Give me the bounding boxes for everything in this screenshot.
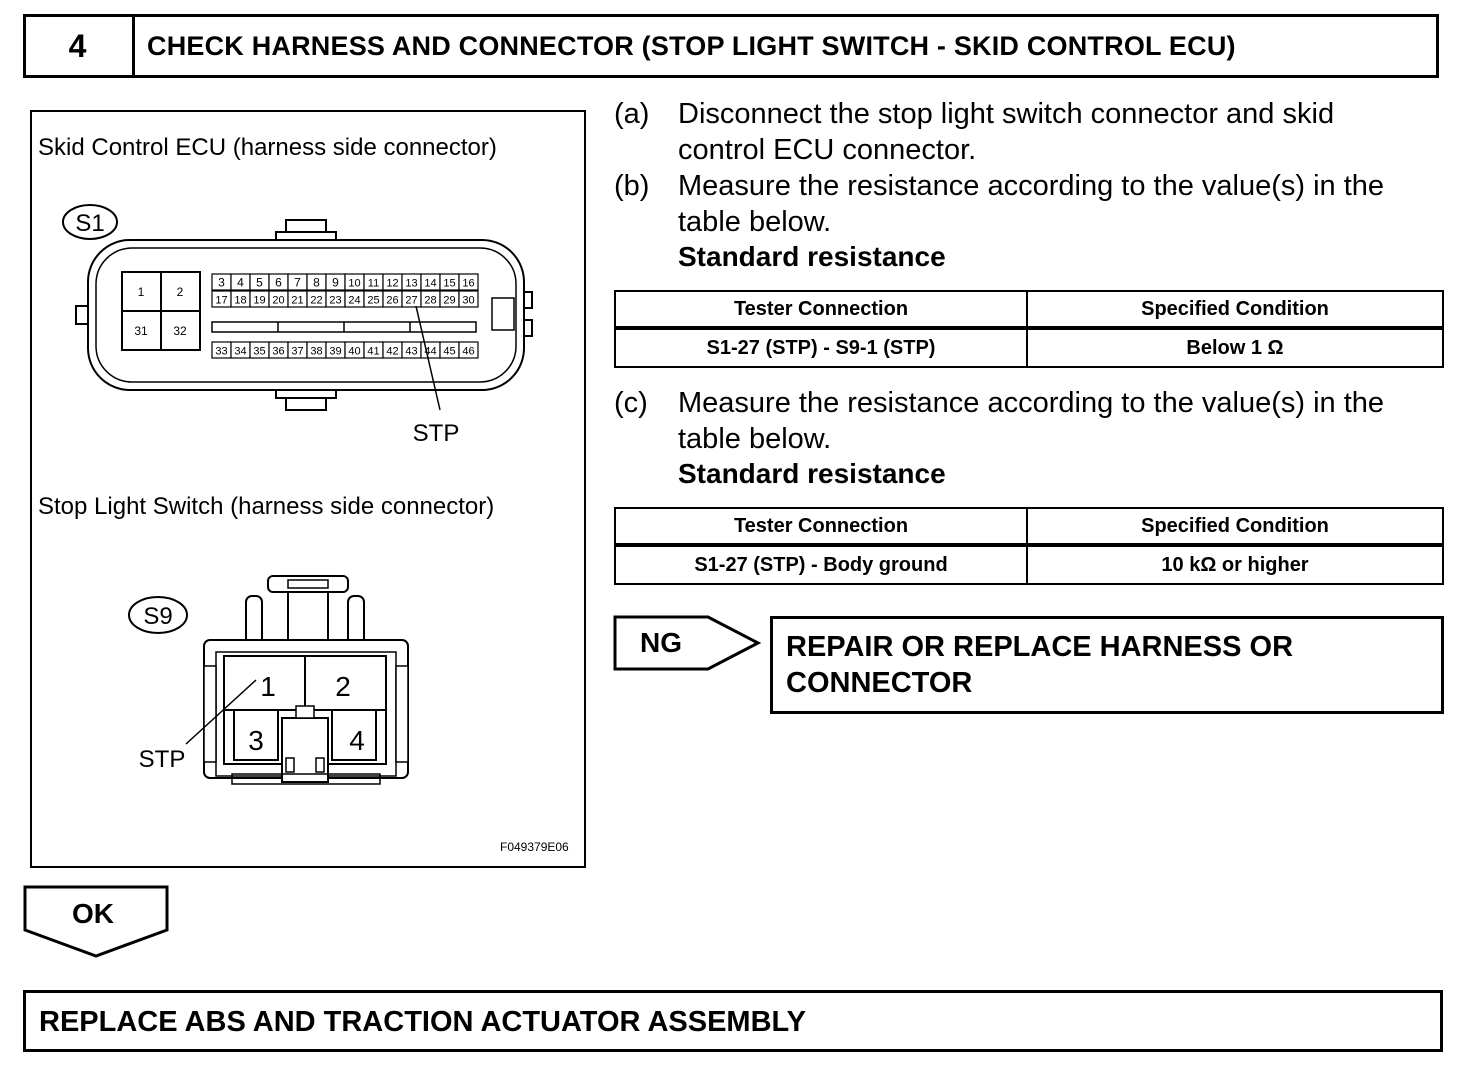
standard-resistance-title-2: Standard resistance (678, 458, 946, 489)
table-cell: 10 kΩ or higher (1027, 545, 1443, 584)
ecu-pin-11: 11 (367, 277, 380, 290)
ecu-pin-34: 34 (234, 345, 247, 358)
ecu-pin-30: 30 (462, 294, 475, 307)
instruction-c: (c) Measure the resistance according to the value(s) in the (614, 387, 1385, 419)
ng-result-line: REPAIR OR REPLACE HARNESS OR (786, 631, 1294, 663)
ecu-pin-35: 35 (253, 345, 266, 358)
ecu-connector-caption: Skid Control ECU (harness side connector) (38, 134, 497, 161)
ecu-pin-40: 40 (348, 345, 361, 358)
ng-label: NG (640, 627, 682, 658)
instruction-c-cont: table below. (678, 423, 832, 455)
ecu-pin-3: 3 (218, 275, 225, 290)
ecu-pin-15: 15 (443, 277, 456, 290)
ecu-pin-row-mid (212, 291, 478, 307)
instruction-b-cont: table below. (678, 206, 832, 238)
ecu-pin-38: 38 (310, 345, 323, 358)
connector-diagram (30, 110, 586, 868)
switch-stp-label: STP (138, 746, 186, 773)
ecu-pin-42: 42 (386, 345, 399, 358)
ecu-pin-21: 21 (291, 294, 304, 307)
ecu-pin-row-top (212, 274, 478, 290)
table-cell: Below 1 Ω (1027, 328, 1443, 367)
ecu-pin-16: 16 (462, 277, 475, 290)
ecu-pin-5: 5 (256, 275, 263, 290)
resistance-table-1 (614, 290, 1444, 368)
ecu-pin-row-bottom (212, 342, 478, 358)
ecu-pin-28: 28 (424, 294, 437, 307)
switch-pin-1: 1 (260, 671, 276, 702)
ecu-pin-29: 29 (443, 294, 456, 307)
switch-connector-id: S9 (143, 603, 173, 630)
ecu-pin-14: 14 (424, 277, 437, 290)
ecu-pin-32: 32 (173, 324, 187, 338)
ecu-pin-33: 33 (215, 345, 228, 358)
ok-label: OK (72, 898, 114, 929)
instruction-b: (b) Measure the resistance according to the value(s) in the (614, 170, 1385, 202)
ecu-pin-27: 27 (405, 294, 418, 307)
ecu-pin-36: 36 (272, 345, 285, 358)
step-number: 4 (23, 14, 135, 78)
ecu-pin-23: 23 (329, 294, 342, 307)
table-header: Specified Condition (1027, 291, 1443, 328)
instruction-a: (a) Disconnect the stop light switch connector and skid (614, 98, 1335, 130)
ecu-pin-4: 4 (237, 275, 244, 290)
resistance-table-2 (614, 507, 1444, 585)
ecu-pin-45: 45 (443, 345, 456, 358)
ecu-pin-19: 19 (253, 294, 266, 307)
ng-arrow-icon (612, 614, 764, 672)
ecu-pin-39: 39 (329, 345, 342, 358)
ecu-pin-37: 37 (291, 345, 304, 358)
ecu-pin-12: 12 (386, 277, 399, 290)
ecu-pin-8: 8 (313, 275, 320, 290)
figure-code: F049379E06 (500, 840, 569, 854)
ecu-pin-1: 1 (137, 285, 145, 299)
instruction-a-cont: control ECU connector. (678, 134, 977, 166)
step-title: CHECK HARNESS AND CONNECTOR (STOP LIGHT SWITCH - SKID CONTROL ECU) (147, 30, 1236, 61)
ecu-pin-18: 18 (234, 294, 247, 307)
ecu-stp-label: STP (412, 420, 460, 447)
ecu-pin-41: 41 (367, 345, 380, 358)
ecu-pin-6: 6 (275, 275, 282, 290)
switch-pin-2: 2 (335, 671, 351, 702)
ecu-pin-13: 13 (405, 277, 418, 290)
ecu-pin-31: 31 (134, 324, 148, 338)
ecu-pin-2: 2 (176, 285, 184, 299)
ecu-pin-43: 43 (405, 345, 418, 358)
ecu-pin-20: 20 (272, 294, 285, 307)
ecu-pin-22: 22 (310, 294, 323, 307)
ecu-pin-17: 17 (215, 294, 228, 307)
ecu-connector-id: S1 (75, 210, 105, 237)
ecu-pin-44: 44 (424, 345, 437, 358)
ng-result-box (770, 616, 1444, 714)
ecu-pin-26: 26 (386, 294, 399, 307)
ecu-pin-46: 46 (462, 345, 475, 358)
ecu-pin-24: 24 (348, 294, 361, 307)
table-header: Specified Condition (1027, 508, 1443, 545)
switch-connector-caption: Stop Light Switch (harness side connector) (38, 493, 495, 520)
switch-pin-4: 4 (349, 725, 365, 756)
ng-result-line: CONNECTOR (786, 667, 973, 699)
table-cell: S1-27 (STP) - S9-1 (STP) (615, 328, 1027, 367)
table-header: Tester Connection (615, 508, 1027, 545)
ecu-pin-7: 7 (294, 275, 301, 290)
ecu-pin-9: 9 (332, 275, 339, 290)
ok-result-box (23, 990, 1443, 1052)
ecu-pin-10: 10 (348, 277, 361, 290)
ok-result-text: REPLACE ABS AND TRACTION ACTUATOR ASSEMBLY (39, 1006, 806, 1038)
standard-resistance-title-1: Standard resistance (678, 241, 946, 272)
table-cell: S1-27 (STP) - Body ground (615, 545, 1027, 584)
ecu-pin-25: 25 (367, 294, 380, 307)
table-header: Tester Connection (615, 291, 1027, 328)
switch-pin-3: 3 (248, 725, 264, 756)
